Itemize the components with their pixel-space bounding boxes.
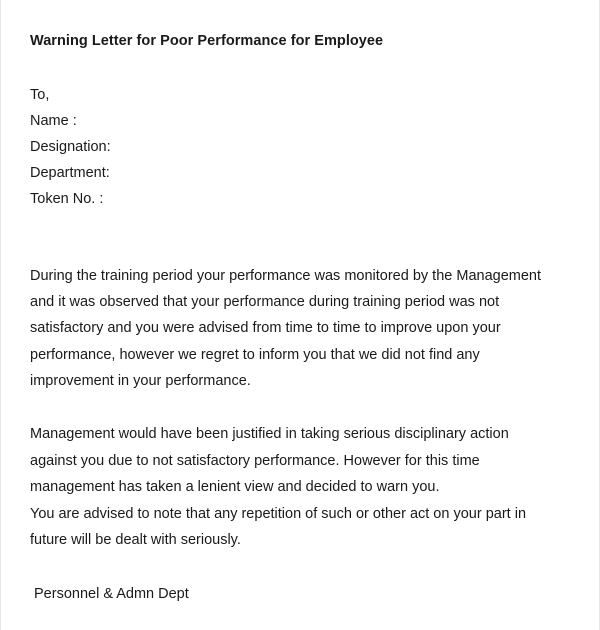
signature-department: Personnel & Admn Dept (34, 586, 189, 602)
paragraph1-line: satisfactory and you were advised from time to time to improve upon your (30, 320, 501, 336)
paragraph1-line: During the training period your performance was monitored by the Management (30, 268, 541, 284)
address-designation: Designation: (30, 139, 111, 155)
paragraph1-line: performance, however we regret to inform you that we did not find any (30, 347, 480, 363)
letter-title: Warning Letter for Poor Performance for Employee (30, 33, 384, 49)
paragraph2-line: future will be dealt with seriously. (30, 532, 241, 548)
paragraph2-line: management has taken a lenient view and decided to warn you. (30, 479, 440, 495)
paragraph1-line: and it was observed that your performance during training period was not (30, 294, 500, 310)
address-to: To, (30, 87, 50, 103)
address-token-no: Token No. : (30, 191, 104, 207)
paragraph2-line: against you due to not satisfactory performance. However for this time (30, 453, 480, 469)
address-department: Department: (30, 165, 110, 181)
paragraph2-line: Management would have been justified in taking serious disciplinary action (30, 426, 509, 442)
paragraph2-line: You are advised to note that any repetition of such or other act on your part in (30, 506, 527, 522)
paragraph1-line: improvement in your performance. (30, 373, 251, 389)
address-name: Name : (30, 113, 77, 129)
